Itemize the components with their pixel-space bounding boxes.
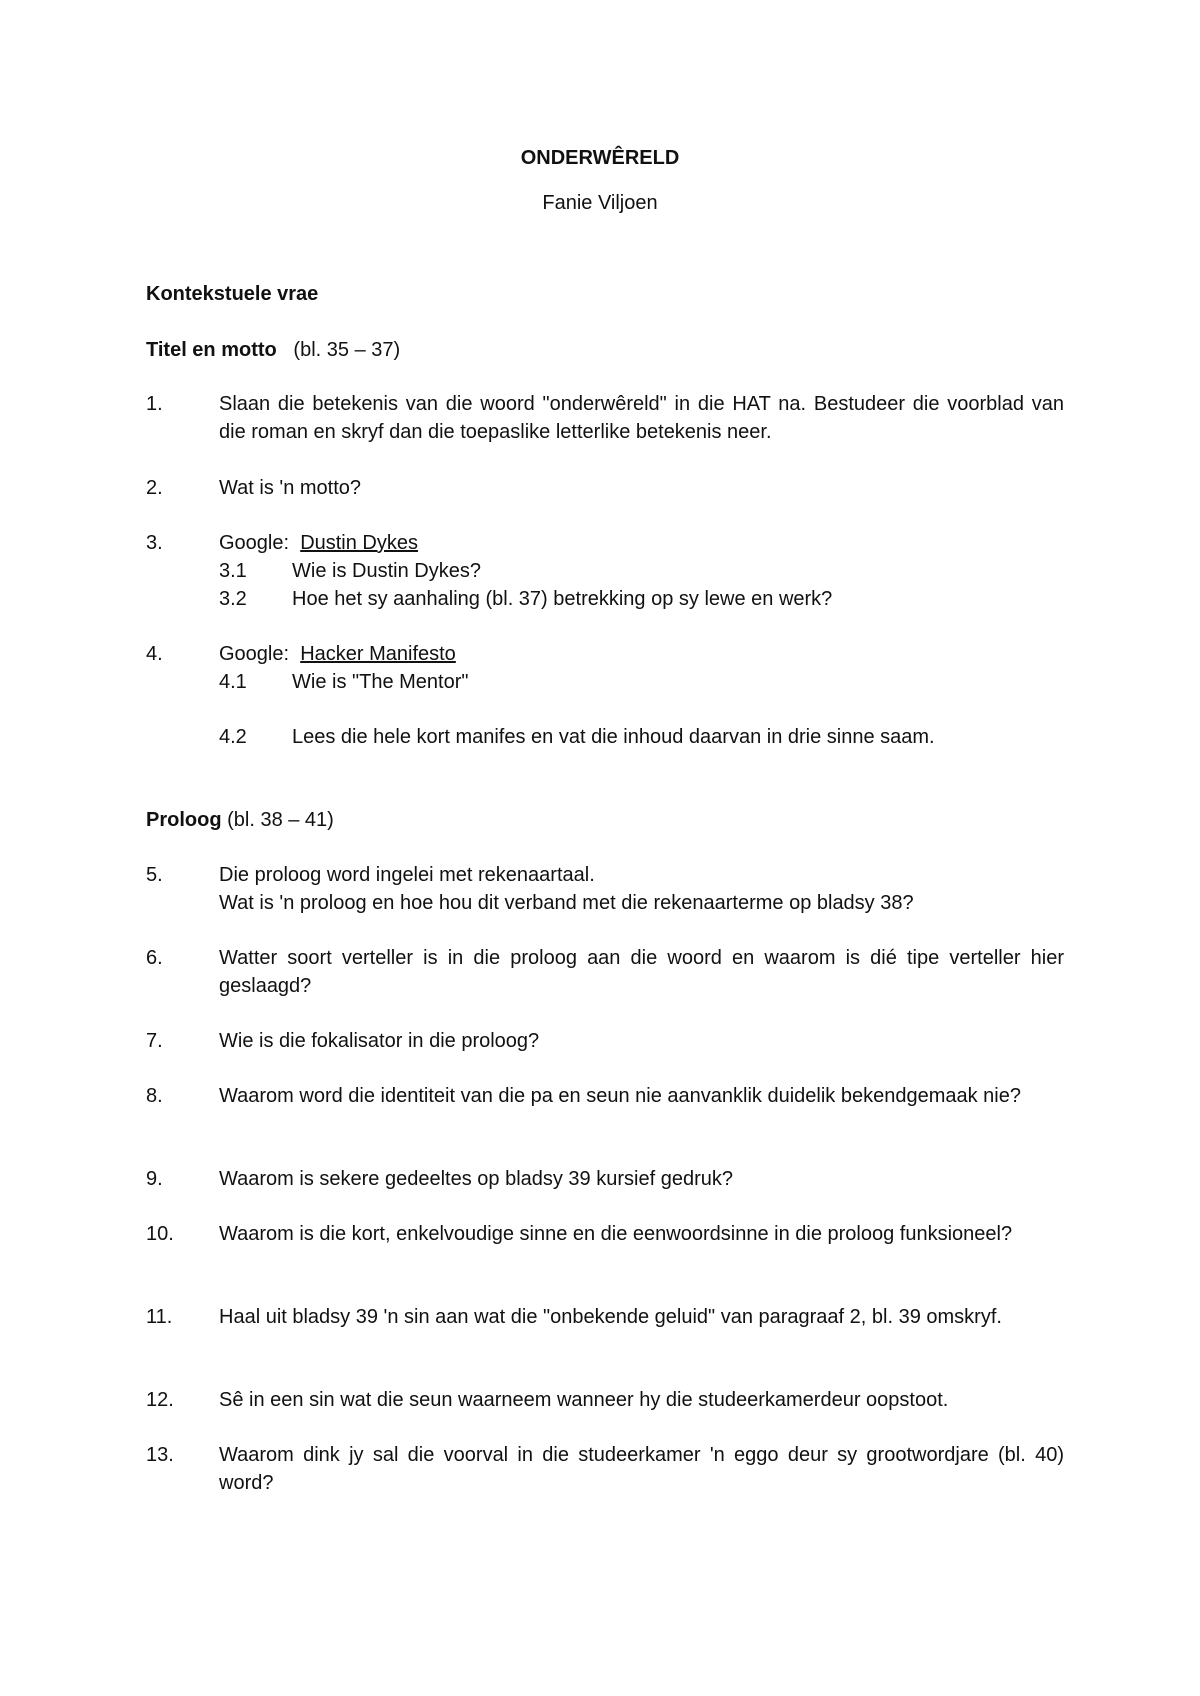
question-10-text: Waarom is die kort, enkelvoudige sinne en die eenwoordsinne in die proloog funksioneel? [219, 1223, 1013, 1245]
heading-label: Titel en motto [146, 339, 277, 361]
titel-en-motto-heading [146, 336, 400, 364]
question-3-text [219, 529, 418, 557]
question-9-text: Waarom is sekere gedeeltes op bladsy 39 kursief gedruk? [219, 1168, 733, 1190]
heading-label: Proloog [146, 809, 222, 831]
question-4-2-number: 4.2 [219, 726, 247, 748]
section-heading: Kontekstuele vrae [146, 283, 319, 305]
proloog-heading [146, 806, 334, 834]
google-prefix: Google: [219, 643, 290, 665]
question-2-text: Wat is 'n motto? [219, 477, 362, 499]
question-8-text: Waarom word die identiteit van die pa en seun nie aanvanklik duidelik bekendgemaak nie? [219, 1085, 1021, 1107]
question-9-number: 9. [146, 1168, 163, 1190]
question-4-2-text: Lees die hele kort manifes en vat die inhoud daarvan in drie sinne saam. [292, 726, 935, 748]
question-11-number: 11. [146, 1306, 173, 1328]
google-prefix: Google: [219, 532, 290, 554]
document-title: ONDERWÊRELD [520, 147, 680, 169]
question-4-1-number: 4.1 [219, 671, 247, 693]
question-12-number: 12. [146, 1389, 174, 1411]
dustin-dykes-link[interactable]: Dustin Dykes [300, 532, 418, 554]
heading-pages: (bl. 35 – 37) [293, 339, 401, 361]
question-4-text [219, 640, 456, 668]
question-3-2-text: Hoe het sy aanhaling (bl. 37) betrekking op sy lewe en werk? [292, 588, 833, 610]
question-3-2-number: 3.2 [219, 588, 247, 610]
question-5-line-2: Wat is 'n proloog en hoe hou dit verband met die rekenaarterme op bladsy 38? [219, 892, 914, 914]
question-13-number: 13. [146, 1444, 174, 1466]
question-13-text: Waarom dink jy sal die voorval in die studeerkamer 'n eggo deur sy grootwordjare (bl. 40) word? [219, 1444, 1064, 1494]
question-3-1-number: 3.1 [219, 560, 247, 582]
question-7-number: 7. [146, 1030, 163, 1052]
question-11-text: Haal uit bladsy 39 'n sin aan wat die "onbekende geluid" van paragraaf 2, bl. 39 omskryf. [219, 1306, 1002, 1328]
question-4-number: 4. [146, 643, 163, 665]
heading-pages: (bl. 38 – 41) [227, 809, 334, 831]
question-5-line-1: Die proloog word ingelei met rekenaartaal. [219, 864, 595, 886]
question-1-number: 1. [146, 393, 163, 415]
question-10-number: 10. [146, 1223, 174, 1245]
question-3-number: 3. [146, 532, 163, 554]
document-author: Fanie Viljoen [542, 192, 658, 214]
question-8-number: 8. [146, 1085, 163, 1107]
question-7-text: Wie is die fokalisator in die proloog? [219, 1030, 540, 1052]
question-1-text: Slaan die betekenis van die woord "onderwêreld" in die HAT na. Bestudeer die voorblad van die roman en skryf dan die toepaslike letterlike betekenis neer. [219, 393, 1064, 443]
question-12-text: Sê in een sin wat die seun waarneem wanneer hy die studeerkamerdeur oopstoot. [219, 1389, 949, 1411]
question-5-number: 5. [146, 864, 163, 886]
question-3-1-text: Wie is Dustin Dykes? [292, 560, 481, 582]
question-6-text: Watter soort verteller is in die proloog aan die woord en waarom is dié tipe verteller hier geslaagd? [219, 947, 1064, 997]
question-2-number: 2. [146, 477, 163, 499]
question-4-1-text: Wie is "The Mentor" [292, 671, 469, 693]
hacker-manifesto-link[interactable]: Hacker Manifesto [300, 643, 456, 665]
question-6-number: 6. [146, 947, 163, 969]
